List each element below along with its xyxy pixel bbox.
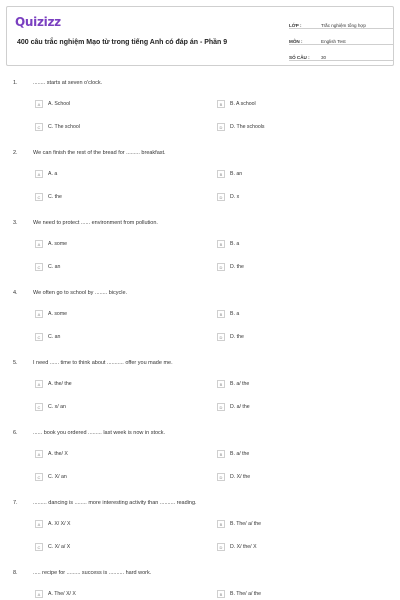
answer-option[interactable] bbox=[217, 380, 249, 388]
option-letter-box[interactable]: B bbox=[217, 100, 225, 108]
option-text: D. X/ the/ X bbox=[230, 544, 257, 550]
question-number: 2. bbox=[13, 150, 18, 156]
option-text: B. The/ a/ the bbox=[230, 521, 262, 527]
answer-option[interactable] bbox=[217, 310, 239, 318]
option-letter-box[interactable]: B bbox=[217, 590, 225, 598]
answer-option[interactable] bbox=[35, 310, 67, 318]
option-text: A. School bbox=[48, 101, 71, 107]
meta-label: MÔN : bbox=[289, 39, 303, 44]
option-letter-box[interactable]: C bbox=[35, 123, 43, 131]
question-text: ..... recipe for ......... success is .......... hard work. bbox=[33, 570, 152, 576]
answer-option[interactable] bbox=[35, 473, 67, 481]
page-title: 400 câu trắc nghiệm Mạo từ trong tiếng Anh có đáp án - Phần 9 bbox=[17, 39, 228, 46]
option-letter-box[interactable]: B bbox=[217, 520, 225, 528]
question-text: We often go to school by ........ bicycle. bbox=[33, 290, 128, 296]
answer-option[interactable] bbox=[217, 473, 250, 481]
option-text: C. an bbox=[48, 334, 61, 340]
answer-option[interactable] bbox=[35, 333, 60, 341]
option-letter-box[interactable]: D bbox=[217, 543, 225, 551]
option-text: A. some bbox=[48, 241, 68, 247]
option-text: C. X/ a/ X bbox=[48, 544, 71, 550]
answer-option[interactable] bbox=[35, 263, 60, 271]
answer-option[interactable] bbox=[217, 403, 250, 411]
option-letter-box[interactable]: C bbox=[35, 543, 43, 551]
answer-option[interactable] bbox=[35, 193, 62, 201]
meta-table bbox=[289, 15, 393, 63]
answer-option[interactable] bbox=[217, 520, 261, 528]
option-letter-box[interactable]: A bbox=[35, 520, 43, 528]
question-number: 3. bbox=[13, 220, 18, 226]
answer-option[interactable] bbox=[35, 240, 67, 248]
option-letter-box[interactable]: C bbox=[35, 263, 43, 271]
question-item bbox=[0, 430, 400, 490]
meta-value: Trắc nghiệm tổng hợp bbox=[321, 23, 366, 28]
meta-label: SỐ CÂU : bbox=[289, 55, 310, 60]
option-text: C. the bbox=[48, 194, 62, 200]
answer-option[interactable] bbox=[217, 590, 261, 598]
question-number: 7. bbox=[13, 500, 18, 506]
question-number: 5. bbox=[13, 360, 18, 366]
question-item bbox=[0, 360, 400, 420]
option-text: C. X/ an bbox=[48, 474, 67, 480]
option-letter-box[interactable]: A bbox=[35, 590, 43, 598]
option-letter-box[interactable]: A bbox=[35, 450, 43, 458]
option-letter-box[interactable]: C bbox=[35, 473, 43, 481]
option-text: B. a/ the bbox=[230, 381, 250, 387]
option-letter-box[interactable]: D bbox=[217, 403, 225, 411]
quizizz-logo: Quizizz bbox=[15, 15, 61, 29]
question-text: We can finish the rest of the bread for ......... breakfast. bbox=[33, 150, 166, 156]
question-text: ........ starts at seven o'clock. bbox=[33, 80, 103, 86]
option-text: A. the/ X bbox=[48, 451, 68, 457]
question-text: We need to protect ...... environment from pollution. bbox=[33, 220, 158, 226]
answer-option[interactable] bbox=[217, 100, 256, 108]
question-item bbox=[0, 80, 400, 140]
option-text: A. some bbox=[48, 311, 68, 317]
question-number: 8. bbox=[13, 570, 18, 576]
answer-option[interactable] bbox=[35, 170, 57, 178]
option-letter-box[interactable]: B bbox=[217, 380, 225, 388]
option-text: B. A school bbox=[230, 101, 256, 107]
option-text: B. a bbox=[230, 241, 240, 247]
answer-option[interactable] bbox=[35, 123, 80, 131]
option-letter-box[interactable]: C bbox=[35, 403, 43, 411]
meta-row-class bbox=[289, 15, 393, 29]
answer-option[interactable] bbox=[217, 170, 242, 178]
answer-option[interactable] bbox=[217, 543, 257, 551]
question-item bbox=[0, 570, 400, 600]
option-text: A. the/ the bbox=[48, 381, 72, 387]
meta-row-subject bbox=[289, 31, 393, 45]
answer-option[interactable] bbox=[35, 100, 70, 108]
option-letter-box[interactable]: A bbox=[35, 240, 43, 248]
option-text: B. The/ a/ the bbox=[230, 591, 262, 597]
question-text: ...... book you ordered ......... last week is now in stock. bbox=[33, 430, 166, 436]
option-text: C. x/ an bbox=[48, 404, 66, 410]
option-letter-box[interactable]: D bbox=[217, 123, 225, 131]
answer-option[interactable] bbox=[217, 193, 239, 201]
question-item bbox=[0, 150, 400, 210]
option-letter-box[interactable]: A bbox=[35, 100, 43, 108]
option-text: D. a/ the bbox=[230, 404, 250, 410]
option-text: B. a bbox=[230, 311, 240, 317]
meta-label: LỚP : bbox=[289, 23, 302, 28]
option-letter-box[interactable]: B bbox=[217, 170, 225, 178]
question-text: I need ...... time to think about ........... offer you made me. bbox=[33, 360, 173, 366]
option-letter-box[interactable]: A bbox=[35, 310, 43, 318]
option-letter-box[interactable]: D bbox=[217, 333, 225, 341]
option-text: D. the bbox=[230, 264, 244, 270]
question-item bbox=[0, 220, 400, 280]
option-letter-box[interactable]: B bbox=[217, 240, 225, 248]
option-text: D. the bbox=[230, 334, 244, 340]
option-text: D. x bbox=[230, 194, 240, 200]
option-letter-box[interactable]: D bbox=[217, 473, 225, 481]
question-item bbox=[0, 290, 400, 350]
option-text: C. an bbox=[48, 264, 61, 270]
option-text: A. The/ X/ X bbox=[48, 591, 76, 597]
question-number: 6. bbox=[13, 430, 18, 436]
option-letter-box[interactable]: C bbox=[35, 193, 43, 201]
answer-option[interactable] bbox=[217, 263, 244, 271]
question-text: ......... dancing is ........ more interesting activity than .......... reading. bbox=[33, 500, 197, 506]
option-text: D. X/ the bbox=[230, 474, 251, 480]
option-letter-box[interactable]: A bbox=[35, 170, 43, 178]
option-text: C. The school bbox=[48, 124, 80, 130]
option-text: B. a/ the bbox=[230, 451, 250, 457]
option-letter-box[interactable]: C bbox=[35, 333, 43, 341]
option-text: A. X/ X/ X bbox=[48, 521, 71, 527]
option-text: D. The schools bbox=[230, 124, 265, 130]
answer-option[interactable] bbox=[217, 123, 265, 131]
question-number: 4. bbox=[13, 290, 18, 296]
option-letter-box[interactable]: B bbox=[217, 450, 225, 458]
option-letter-box[interactable]: D bbox=[217, 263, 225, 271]
meta-value: 30 bbox=[321, 55, 327, 60]
answer-option[interactable] bbox=[217, 333, 244, 341]
meta-row-count bbox=[289, 47, 393, 61]
answer-option[interactable] bbox=[35, 403, 66, 411]
option-letter-box[interactable]: D bbox=[217, 193, 225, 201]
option-letter-box[interactable]: B bbox=[217, 310, 225, 318]
answer-option[interactable] bbox=[35, 380, 72, 388]
answer-option[interactable] bbox=[35, 590, 76, 598]
worksheet-header bbox=[6, 6, 394, 66]
answer-option[interactable] bbox=[35, 520, 71, 528]
answer-option[interactable] bbox=[217, 240, 239, 248]
answer-option[interactable] bbox=[35, 450, 68, 458]
option-text: A. a bbox=[48, 171, 58, 177]
question-item bbox=[0, 500, 400, 560]
question-number: 1. bbox=[13, 80, 18, 86]
option-letter-box[interactable]: A bbox=[35, 380, 43, 388]
answer-option[interactable] bbox=[35, 543, 70, 551]
option-text: B. an bbox=[230, 171, 243, 177]
meta-value: English Test bbox=[321, 39, 346, 44]
answer-option[interactable] bbox=[217, 450, 249, 458]
